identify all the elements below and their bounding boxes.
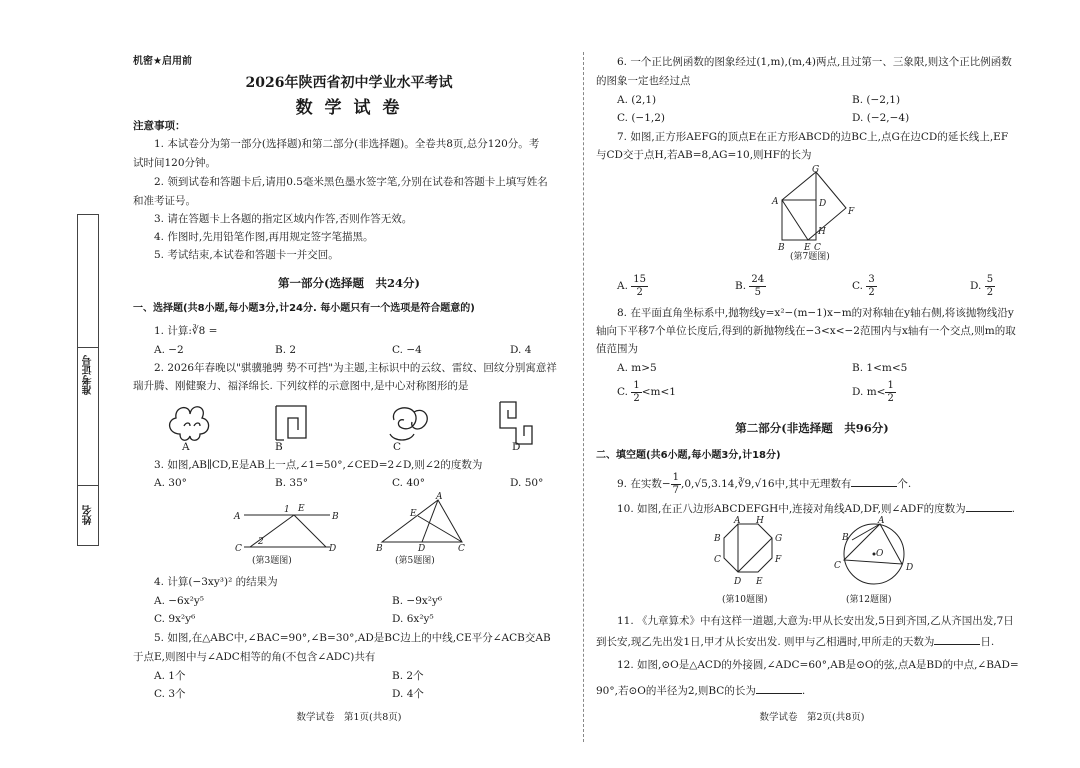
q11-answer-blank[interactable]: [934, 634, 980, 645]
q2-patterns-figure: [160, 398, 540, 456]
q11-line: 11. 《九章算术》中有这样一道题,大意为:甲从长安出发,5日到齐国,乙从齐国出发,7日: [617, 615, 1014, 627]
q3-option: B. 35°: [275, 477, 309, 489]
binding-strip: [77, 214, 99, 546]
q10-fig-label: H: [756, 516, 764, 526]
q5-line: 5. 如图,在△ABC中,∠BAC=90°,∠B=30°,AD是BC边上的中线,CE平分∠ACB交AB: [154, 632, 551, 644]
q5-fig-caption: (第5题图): [395, 556, 435, 566]
q5-option: D. 4个: [392, 688, 424, 700]
q3-fig-label: A: [234, 512, 241, 522]
q3-figure: [230, 497, 340, 557]
q2-line: 2. 2026年春晚以"骐骥驰骋 势不可挡"为主题,主标识中的云纹、雷纹、回纹分别寓意祥: [154, 362, 557, 374]
q11-line: 到长安,现乙先出发1日,甲才从长安出发. 则甲与乙相遇时,甲所走的天数为 日.: [596, 636, 995, 648]
q3-option: A. 30°: [154, 477, 187, 489]
q10-fig-label: F: [775, 555, 782, 565]
q7-line: 与CD交于点H,若AB=8,AG=10,则HF的长为: [596, 149, 812, 161]
q7-fig-label: C: [814, 243, 821, 252]
q7-option: A. $\frac{15}{2}$: [617, 274, 646, 298]
q10-fig-label: A: [734, 516, 741, 526]
q1-option: A. −2: [154, 344, 184, 356]
q7-option: B. $\frac{24}{5}$: [735, 274, 765, 298]
q8-line: 轴向下平移7个单位长度后,得到的新抛物线在−3<x<−2范围内与x轴有一个交点,则m的取: [596, 325, 1016, 337]
q10-fig-label: C: [714, 555, 721, 565]
q7-fig-caption: (第7题图): [790, 252, 830, 262]
q9-stem: 9. 在实数− $\frac{1}{7}$ ,0,√5,3.14,∛9,√16中,其中无理数有 个.: [617, 472, 912, 496]
q3-fig-label: E: [298, 504, 305, 514]
q10-fig-label: E: [756, 577, 763, 587]
q10-figure: [708, 516, 788, 594]
q12-figure: [830, 516, 914, 594]
meander-pattern-icon: [500, 402, 532, 444]
q10-fig-caption: (第10题图): [722, 595, 768, 605]
section1-heading: 一、选择题(共8小题,每小题3分,计24分. 每小题只有一个选项是符合题意的): [133, 303, 475, 314]
q12-fig-label: D: [906, 563, 914, 573]
q5-fig-label: E: [410, 509, 417, 519]
q5-option: C. 3个: [154, 688, 186, 700]
q5-line: 于点E,则图中与∠ADC相等的角(不包含∠ADC)共有: [133, 651, 376, 663]
q1-option: B. 2: [275, 344, 297, 356]
footer-page-1: 数学试卷 第1页(共8页): [296, 712, 402, 723]
q4-stem: 4. 计算(−3xy³)² 的结果为: [154, 576, 278, 588]
q7-line: 7. 如图,正方形AEFG的顶点E在正方形ABCD的边BC上,点G在边CD的延长线上,EF: [617, 131, 1009, 143]
q2-label: D: [512, 441, 521, 453]
q3-fig-caption: (第3题图): [252, 556, 292, 566]
q7-fig-label: H: [818, 227, 826, 237]
q2-label: A: [182, 441, 190, 453]
part2-title: 第二部分(非选择题 共96分): [735, 421, 889, 435]
subject-title: 数 学 试 卷: [295, 98, 403, 118]
name-label: 姓名: [83, 505, 94, 525]
q6-line: 的图象一定也经过点: [596, 75, 691, 87]
q3-option: D. 50°: [510, 477, 544, 489]
q4-option: C. 9x²y⁶: [154, 613, 196, 625]
q7-fig-label: E: [804, 243, 811, 252]
notes-line: 试时间120分钟。: [133, 157, 217, 169]
q5-option: B. 2个: [392, 670, 424, 682]
q12-fig-label: O: [876, 549, 884, 559]
q9-answer-blank[interactable]: [851, 476, 897, 487]
confidential-mark: 机密★启用前: [133, 56, 192, 67]
q7-figure: [768, 164, 858, 252]
q12-fig-caption: (第12题图): [846, 595, 892, 605]
q7-fig-label: B: [778, 243, 785, 252]
q12-fig-label: B: [842, 533, 849, 543]
q1-stem: 1. 计算:∛8 =: [154, 325, 218, 337]
q8-option: B. 1<m<5: [852, 362, 908, 374]
notes-line: 4. 作图时,先用铅笔作图,再用规定签字笔描黑。: [154, 231, 374, 243]
q6-option: D. (−2,−4): [852, 112, 910, 124]
q7-option: D. $\frac{5}{2}$: [970, 274, 994, 298]
exam-number-label: 准考证号: [83, 355, 94, 395]
q3-fig-label: D: [329, 544, 337, 554]
q3-stem: 3. 如图,AB∥CD,E是AB上一点,∠1=50°,∠CED=2∠D,则∠2的度数为: [154, 459, 483, 471]
q7-fig-label: G: [812, 165, 820, 175]
q8-option: C. $\frac{1}{2}$ <m<1: [617, 380, 676, 404]
q10-fig-label: D: [734, 577, 742, 587]
exam-title: 2026年陕西省初中学业水平考试: [245, 75, 453, 91]
q1-option: D. 4: [510, 344, 532, 356]
spiral-pattern-icon: [390, 408, 427, 440]
q7-fig-label: F: [848, 207, 855, 217]
q2-label: B: [275, 441, 283, 453]
q5-figure: [372, 492, 472, 554]
q12-line: 12. 如图,⊙O是△ACD的外接圆,∠ADC=60°,AB是⊙O的弦,点A是BD的中点,∠BAD=: [617, 659, 1019, 671]
q12-fig-label: A: [878, 516, 885, 526]
q7-fig-label: A: [772, 197, 779, 207]
q8-option: A. m>5: [617, 362, 657, 374]
q7-fig-label: D: [819, 199, 827, 209]
q3-fig-label: 2: [258, 537, 264, 547]
q6-option: A. (2,1): [617, 94, 657, 106]
q1-option: C. −4: [392, 344, 422, 356]
notes-title: 注意事项：: [133, 120, 186, 132]
cloud-pattern-icon: [170, 407, 209, 441]
q3-fig-label: B: [332, 512, 339, 522]
q6-option: C. (−1,2): [617, 112, 666, 124]
notes-line: 1. 本试卷分为第一部分(选择题)和第二部分(非选择题)。全卷共8页,总分120分。考: [154, 138, 540, 150]
q4-option: D. 6x²y⁵: [392, 613, 434, 625]
q4-option: B. −9x²y⁶: [392, 595, 443, 607]
q6-option: B. (−2,1): [852, 94, 901, 106]
q5-option: A. 1个: [154, 670, 186, 682]
q10-stem: 10. 如图,在正八边形ABCDEFGH中,连接对角线AD,DF,则∠ADF的度数为 .: [617, 503, 1015, 515]
section2-heading: 二、填空题(共6小题,每小题3分,计18分): [596, 450, 781, 461]
q5-fig-label: A: [436, 492, 443, 502]
q10-answer-blank[interactable]: [966, 501, 1012, 512]
page-divider: [583, 52, 584, 742]
q3-fig-label: 1: [284, 505, 290, 515]
q12-line: 90°,若⊙O的半径为2,则BC的长为 .: [596, 685, 806, 697]
q3-fig-label: C: [235, 544, 242, 554]
q4-option: A. −6x²y⁵: [154, 595, 205, 607]
q10-fig-label: B: [714, 534, 721, 544]
part1-title: 第一部分(选择题 共24分): [278, 276, 420, 290]
q5-fig-label: C: [458, 544, 465, 554]
q6-line: 6. 一个正比例函数的图象经过(1,m),(m,4)两点,且过第一、三象限,则这个正比例函数: [617, 56, 1012, 68]
q5-fig-label: D: [418, 544, 426, 554]
thunder-pattern-icon: [276, 406, 306, 440]
q7-option: C. $\frac{3}{2}$: [852, 274, 875, 298]
q8-line: 8. 在平面直角坐标系中,抛物线y=x²−(m−1)x−m的对称轴在y轴右侧,将该抛物线沿y: [617, 307, 1014, 319]
q5-fig-label: B: [376, 544, 383, 554]
q8-line: 值范围为: [596, 343, 638, 355]
q12-fig-label: C: [834, 561, 841, 571]
q3-option: C. 40°: [392, 477, 425, 489]
q10-fig-label: G: [775, 534, 783, 544]
notes-line: 和准考证号。: [133, 195, 196, 207]
notes-line: 2. 领到试卷和答题卡后,请用0.5毫米黑色墨水签字笔,分别在试卷和答题卡上填写姓名: [154, 176, 548, 188]
q2-line: 瑞升腾、刚健聚力、福泽绵长. 下列纹样的示意图中,是中心对称图形的是: [133, 380, 469, 392]
notes-line: 5. 考试结束,本试卷和答题卡一并交回。: [154, 249, 339, 261]
footer-page-2: 数学试卷 第2页(共8页): [759, 712, 865, 723]
q12-answer-blank[interactable]: [756, 683, 802, 694]
q8-option: D. m< $\frac{1}{2}$: [852, 380, 894, 404]
notes-line: 3. 请在答题卡上各题的指定区域内作答,否则作答无效。: [154, 213, 413, 225]
q2-label: C: [393, 441, 402, 453]
